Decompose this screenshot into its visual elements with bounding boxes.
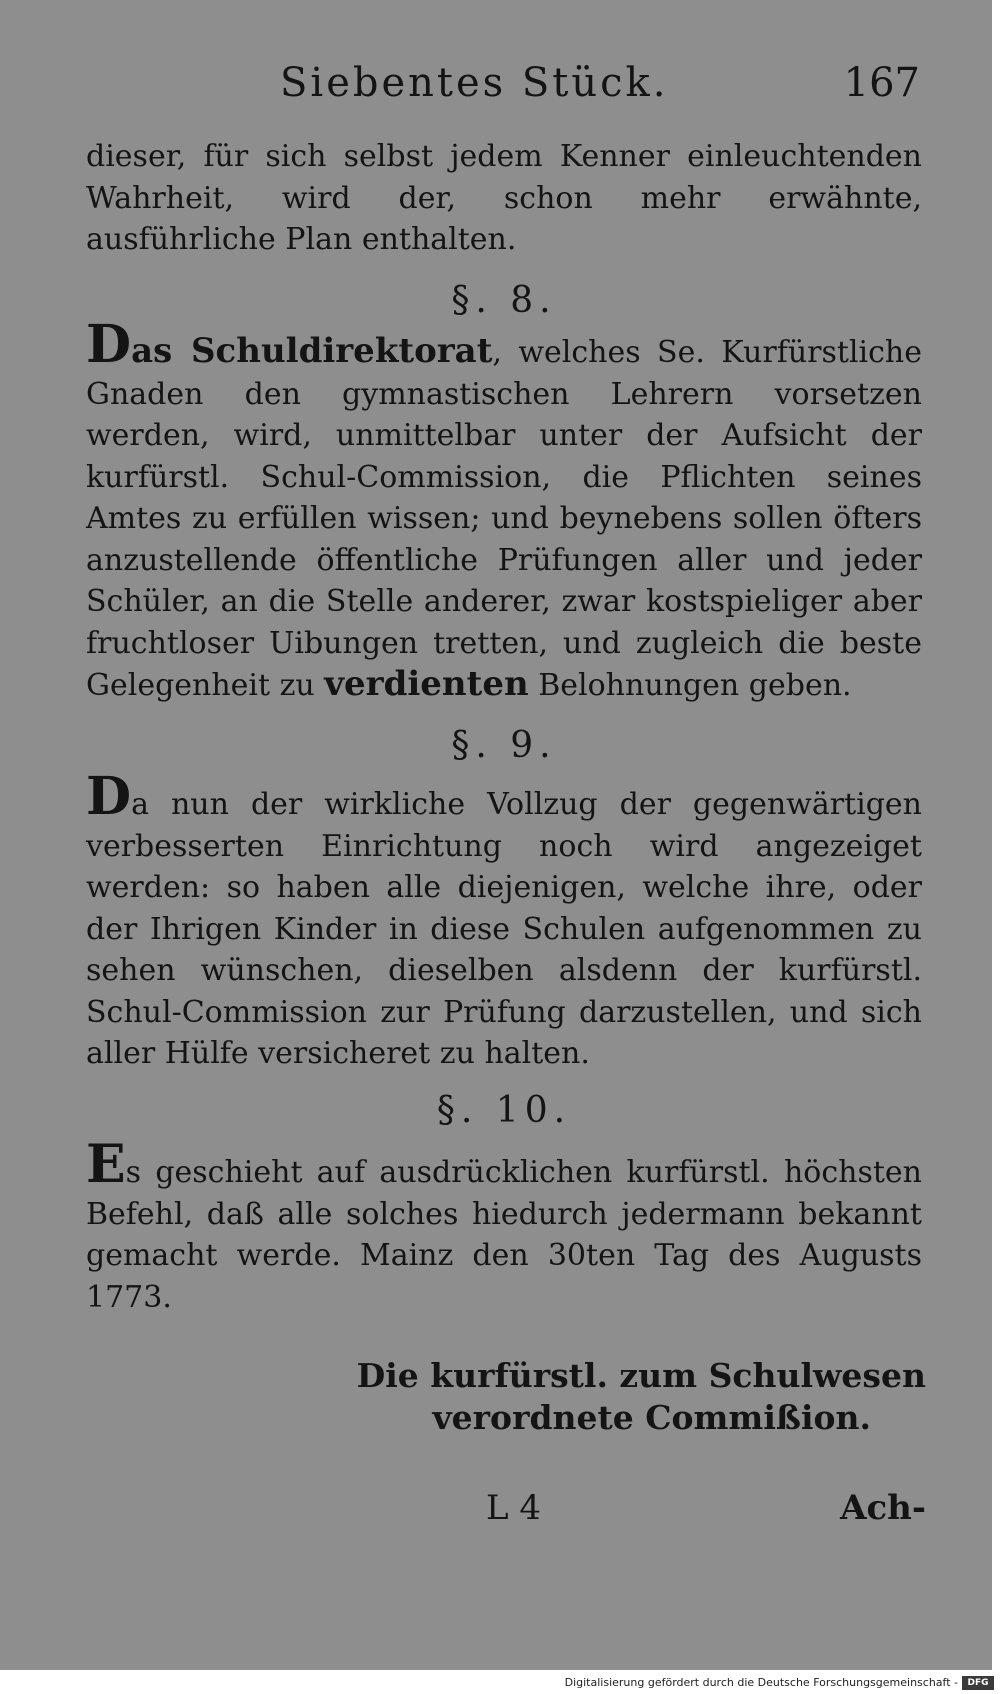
section-10-paragraph: [86, 1134, 922, 1318]
drop-initial: D: [86, 766, 132, 827]
drop-initial: E: [86, 1134, 126, 1195]
digitization-footer: [0, 1674, 1000, 1694]
section-heading-10: §. 10.: [436, 1090, 572, 1131]
section-9-paragraph: [86, 766, 922, 1075]
paragraph-text: a nun der wirkliche Vollzug der gegenwärtigen verbesserten Einrichtung noch wird angezeiget werden: so haben alle diejenigen, welche ihre, oder der Ihrigen Kinder in diese Schulen aufgenommen zu sehen wünschen, dieselben alsdenn der kurfürstl. Schul-Commission zur Prüfung darzustellen, und sich aller Hülfe versicheret zu halten.: [86, 787, 922, 1071]
section-8-paragraph: [86, 314, 922, 707]
section-heading-9: §. 9.: [451, 725, 557, 766]
signature-line-2: verordnete Commißion.: [432, 1398, 871, 1437]
signature-mark: L 4: [486, 1488, 542, 1528]
drop-initial: D: [86, 314, 132, 375]
emphasis-text: as Schuldirektorat: [131, 331, 493, 371]
footer-credit: Digitalisierung gefördert durch die Deutsche Forschungsgemeinschaft -: [564, 1676, 958, 1689]
dfg-logo-icon: DFG: [962, 1676, 994, 1690]
emphasis-text: verdienten: [324, 664, 529, 704]
catchword: Ach-: [840, 1488, 926, 1528]
signature-line-1: Die kurfürstl. zum Schulwesen: [356, 1356, 926, 1395]
running-title: Siebentes Stück.: [280, 60, 669, 106]
paragraph-text: , welches Se. Kurfürstliche Gnaden den gymnastischen Lehrern vorsetzen werden, wird, unmittelbar unter der Aufsicht der kurfürstl. Schul-Commission, die Pflichten seines Amtes zu erfüllen wissen; und beynebens sollen öfters anzustellende öffentliche Prüfungen aller und jeder Schüler, an die Stelle anderer, zwar kostspieliger aber fruchtloser Uibungen tretten, und zugleich die beste Gelegenheit zu: [86, 335, 922, 703]
paragraph-text: s geschieht auf ausdrücklichen kurfürstl. höchsten Befehl, daß alle solches hiedurch jedermann bekannt gemacht werde. Mainz den 30ten Tag des Augusts 1773.: [86, 1155, 922, 1315]
page-footer-marks: [86, 1488, 926, 1538]
paragraph-text: dieser, für sich selbst jedem Kenner einleuchtenden Wahrheit, wird der, schon mehr erwähnte, ausführliche Plan enthalten.: [86, 139, 922, 257]
section-heading-8: §. 8.: [451, 280, 557, 321]
page-header: [80, 60, 920, 120]
signature-block: [86, 1355, 926, 1439]
paragraph-text: Belohnungen geben.: [528, 668, 852, 703]
paragraph-continuation: [86, 136, 922, 261]
page-number: 167: [843, 60, 920, 106]
